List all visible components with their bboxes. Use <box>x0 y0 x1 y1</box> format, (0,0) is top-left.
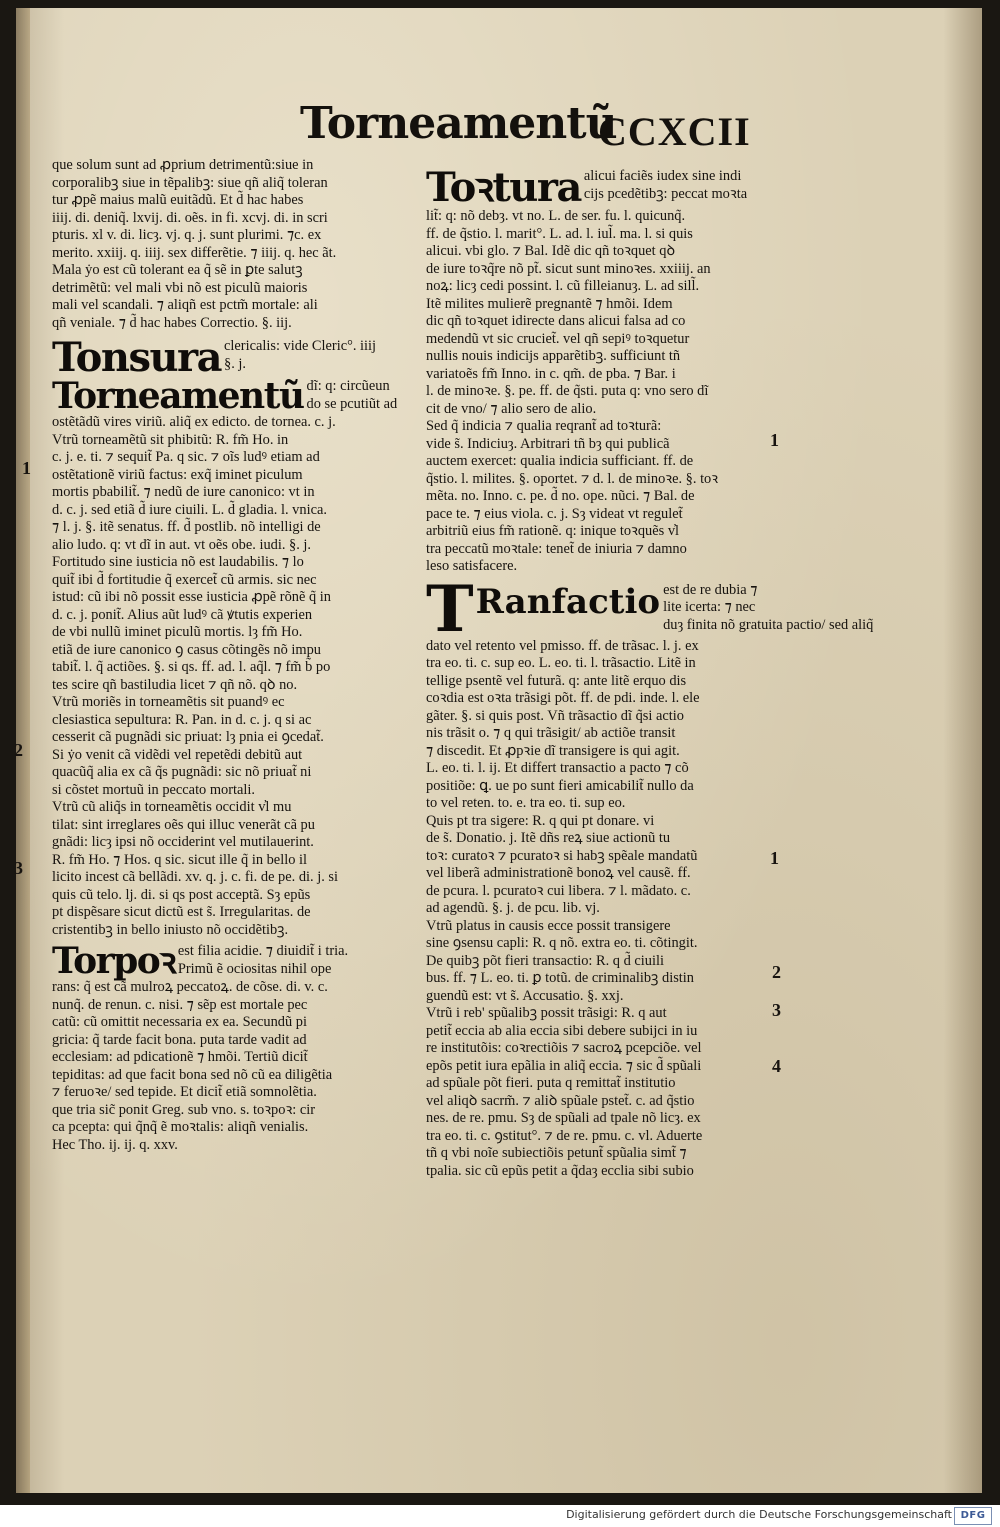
text-line: ⁊ l. j. §. itẽ senatus. ff. d̃ postlib. nõ intelligi de <box>52 519 321 535</box>
text-line: pace te. ⁊ eius viola. c. j. Sȝ videat vt regulet̃ <box>426 505 683 522</box>
text-line: pturis. xl v. di. licȝ. vj. q. j. sunt plurimi. ⁊c. ex <box>52 227 322 243</box>
text-line: catũ: cũ omittit necessaria ex ea. Secundũ pi <box>52 1014 307 1030</box>
text-line: R. fm̃ Ho. ⁊ Hos. q sic. sicut ille q̃ in bello il <box>52 851 307 868</box>
text-line: iiij. di. deniq̃. lxvij. di. oẽs. in fi. xcvj. di. in scri <box>52 209 328 226</box>
text-line: Vtrũ platus in causis ecce possit transigere <box>426 917 671 934</box>
text-line: detrimẽtũ: vel mali vbi nõ est piculũ maioris <box>52 279 308 296</box>
text-line: nis trãsit o. ⁊ q qui trãsigit/ ab actiõe transit <box>426 725 676 741</box>
text-line: de iure toꝛq̃re nõ pt̃. sicut sunt minoꝛes. xxiiij. an <box>426 260 711 277</box>
text-line: ⁊ feruoꝛe/ sed tepide. Et dicit̃ etiã somnolẽtia. <box>52 1084 317 1100</box>
margin-number: 4 <box>772 1056 781 1076</box>
text-line: Vtrũ cũ aliq̃s in torneamẽtis occidit v̓l mu <box>52 799 292 815</box>
text-line: gnãdi: licȝ ipsi nõ occiderint vel mutilauerint. <box>52 834 314 850</box>
entry-torneamentum <box>52 375 410 939</box>
text-line: merito. xxiij. q. iiij. sex differẽtie. ⁊ iiij. q. hec ãt. <box>52 244 337 261</box>
text-line: c. j. e. ti. ⁊ sequit̃ Pa. q sic. ⁊ oĩs ludꝰ etiam ad <box>52 449 320 465</box>
text-line: do se pcutiũt ad <box>306 395 398 412</box>
text-line: mẽta. no. Inno. c. pe. d̃ no. ope. nũci. ⁊ Bal. de <box>426 488 695 504</box>
text-line: alicui faciẽs iudex sine indi <box>583 168 742 184</box>
text-line: licito incest cã bellãdi. xv. q. j. c. fi. de pe. di. j. si <box>52 869 339 885</box>
text-line: vel liberã administrationẽ bonoꝝ vel causẽ. ff. <box>426 865 691 881</box>
text-line: tepiditas: ad que facit bona sed nõ cũ ea diligẽtia <box>52 1066 333 1083</box>
text-line: medendũ vt sic cruciet̃. vel qñ sepiꝰ toꝛquetur <box>426 330 690 347</box>
text-line: tra eo. ti. c. sup eo. L. eo. ti. l. trãsactio. Litẽ in <box>426 655 696 671</box>
headword-torneamentum: Torneamentũ <box>52 375 304 417</box>
text-line: coꝛdia est oꝛta trãsigi põt. ff. de pdi. inde. l. ele <box>426 690 700 706</box>
text-line: d. c. j. ponit̃. Alius aũt ludꝰ cã ꝟtutis experien <box>52 606 313 623</box>
text-line: bus. ff. ⁊ L. eo. ti. ꝑ totũ. de criminalibꝫ distin <box>426 970 694 986</box>
text-line: gãter. §. si quis post. Vñ trãsactio dĩ q̃si actio <box>426 707 684 724</box>
text-line: tellige psentẽ vel futurã. q: ante litẽ erquo dis <box>426 672 687 689</box>
text-line: si cõstet mortuũ in peccato mortali. <box>52 781 256 798</box>
text-line: arbitriũ eius fm̃ rationẽ. q: inique toꝛquẽs v̓l <box>426 523 680 539</box>
text-line: corporalibꝫ siue in tẽpalibꝫ: siue qñ aliq̃ toleran <box>52 174 328 191</box>
text-line: que tria sic̃ ponit Greg. sub vno. s. toꝛpoꝛ: cir <box>52 1101 316 1118</box>
headword-tonsura: Tonsura <box>52 334 222 381</box>
folio-number: CCXCII <box>598 109 751 154</box>
text-line: re institutõis: coꝛrectiõis ⁊ sacroꝝ pcepciõe. vel <box>426 1040 702 1056</box>
text-line: vide s̃. Indiciuȝ. Arbitrari tñ bȝ qui publicã <box>426 435 670 452</box>
text-line: gricia: q̃ tarde facit bona. puta tarde vadit ad <box>52 1031 307 1048</box>
headword-torpor: Torpoꝛ <box>52 940 175 982</box>
text-line: ad spũale põt fieri. puta q remittat̃ institutio <box>426 1075 676 1091</box>
text-line: de vbi nullũ iminet piculũ mortis. lȝ fm̃ Ho. <box>52 624 303 640</box>
text-line: tra peccatũ moꝛtale: tenet̃ de iniuria ⁊ damno <box>426 540 687 557</box>
text-line: petit̃ eccia ab alia eccia sibi debere subijci in iu <box>426 1022 698 1039</box>
entry-tonsura <box>52 334 410 381</box>
margin-number: 3 <box>14 858 23 878</box>
text-line: tpalia. sic cũ epũs petit a q̃daȝ ecclia sibi subio <box>426 1162 694 1179</box>
footer-credit: Digitalisierung gefördert durch die Deutsche Forschungsgemeinschaft <box>566 1508 952 1521</box>
text-line: cristentibꝫ in bello iniusto nõ occidẽtibꝫ. <box>52 921 289 938</box>
text-line: ecclesiam: ad pdicationẽ ⁊ hmõi. Tertiũ dicit̃ <box>52 1049 308 1065</box>
text-line: dĩ: q: circũeun <box>306 378 390 394</box>
text-line: Sed q̃ indicia ⁊ qualia reqrant̃ ad toꝛturã: <box>426 418 662 434</box>
entry-torpor <box>52 940 410 1154</box>
text-line: cesserit cã pugnãdi sic priuat: lȝ pnia ei ꝯcedat̃. <box>52 729 324 745</box>
text-line: dic qñ toꝛquet idirecte dans alicui falsa ad co <box>426 313 686 329</box>
text-line: Primũ ẽ ociositas nihil ope <box>177 960 332 977</box>
text-line: ostẽtationẽ viriũ factus: exq̃ iminet piculum <box>52 466 303 483</box>
margin-number: 1 <box>770 430 779 450</box>
text-line: rans: q̃ est cã mulroꝝ peccatoꝝ. de cõse. di. v. c. <box>52 979 328 995</box>
text-line: variatoẽs fm̃ Inno. in c. qm̃. de pba. ⁊ Bar. i <box>426 365 676 382</box>
text-line: Quis pt tra sigere: R. q qui pt donare. vi <box>426 812 655 829</box>
text-line: tur ꝓpẽ maius malũ euitãdũ. Et d̃ hac habes <box>52 192 304 208</box>
text-line: vel aliqꝺ sacrm̃. ⁊ aliꝺ spũale pstet̃. c. ad q̃stio <box>426 1092 695 1109</box>
text-line: lite icerta: ⁊ nec <box>663 599 756 615</box>
margin-number: 1 <box>770 848 779 868</box>
text-line: Mala ẏo est cũ tolerant ea q̃ sẽ in ꝑte salutꝫ <box>52 262 303 278</box>
text-line: istud: cũ ibi nõ possit esse iusticia ꝓpẽ rõnẽ q̃ in <box>52 589 331 605</box>
text-line: quis cũ telo. lj. di. si qs post acceptã. Sȝ epũs <box>52 886 311 903</box>
text-line: quacũq̃ alia ex cã q̃s pugnãdi: sic nõ priuat̃ ni <box>52 764 312 780</box>
text-line: alio ludo. q: vt dĩ in aut. vt oẽs obe. iudi. §. j. <box>52 536 312 553</box>
margin-number: 1 <box>22 458 31 478</box>
text-line: tilat: sint irreglares oẽs qui illuc venerãt cã pu <box>52 816 315 833</box>
text-line: clesiastica sepultura: R. Pan. in d. c. j. q si ac <box>52 711 312 728</box>
margin-number: 2 <box>772 962 781 982</box>
running-head: Torneamentũ <box>300 98 617 149</box>
text-line: duȝ finita nõ gratuita pactio/ sed aliq̃ <box>663 616 874 633</box>
margin-number: 3 <box>772 1000 781 1020</box>
text-line: guendũ est: vt s̃. Accusatio. §. xxj. <box>426 987 624 1004</box>
left-column <box>52 157 410 1154</box>
text-line: Vtrũ torneamẽtũ sit phibitũ: R. fm̃ Ho. in <box>52 431 289 448</box>
text-line: sine ꝯsensu capli: R. q nõ. extra eo. ti. cõtingit. <box>426 935 698 951</box>
text-line: to vel reten. to. e. tra eo. ti. sup eo. <box>426 795 626 811</box>
text-line: l. de minoꝛe. §. pe. ff. de q̃sti. puta q: vno sero dĩ <box>426 383 709 399</box>
text-line: qñ veniale. ⁊ d̃ hac habes Correctio. §. iij. <box>52 314 292 331</box>
text-line: cit de vno/ ⁊ alio sero de alio. <box>426 400 597 417</box>
text-line: est de re dubia ⁊ <box>663 581 758 598</box>
margin-number: 2 <box>14 740 23 760</box>
initial-letter: T <box>426 571 474 647</box>
text-line: de pcura. l. pcuratoꝛ cui libera. ⁊ l. mãdato. c. <box>426 882 691 899</box>
entry-transactio <box>426 571 874 1181</box>
right-column <box>426 164 874 1180</box>
text-line: Itẽ milites mulierẽ pregnantẽ ⁊ hmõi. Idem <box>426 295 673 312</box>
text-line: ca pcepta: qui q̃nq̃ ẽ moꝛtalis: aliqñ venialis. <box>52 1119 309 1135</box>
text-line: lit̃: q: nõ debȝ. vt no. L. de ser. fu. l. quicunq̃. <box>426 208 686 224</box>
text-line: ad agendũ. §. j. de pcu. lib. vj. <box>426 900 600 916</box>
text-line: leso satisfacere. <box>426 558 518 574</box>
text-line: cijs pcedẽtibꝫ: peccat moꝛta <box>583 185 748 202</box>
text-line: d. c. j. sed etiã d̃ iure ciuili. L. d̃ gladia. l. vnica. <box>52 501 327 518</box>
text-line: tñ q vbi noĩe subiectiõis petunt̃ spũalia simt̃ ⁊ <box>426 1145 687 1161</box>
text-line: §. j. <box>224 355 247 372</box>
text-line: quit̃ ibi d̃ fortitudie q̃ exercet̃ cũ armis. sic nec <box>52 571 317 588</box>
text-line: toꝛ: curatoꝛ ⁊ pcuratoꝛ si habꝫ spẽale mandatũ <box>426 847 698 864</box>
text-line: Si ẏo venit cã vidẽdi vel repetẽdi debitũ aut <box>52 746 303 763</box>
text-line: ff. de q̃stio. l. marit°. L. ad. l. iul̃. ma. l. si quis <box>426 225 693 242</box>
text-line: Vtrũ i reb' spũalibꝫ possit trãsigi: R. q aut <box>426 1005 667 1021</box>
text-line: ⁊ discedit. Et ꝓpꝛie dĩ transigere is qui agit. <box>426 742 680 759</box>
text-line: tra eo. ti. c. ꝯstitut°. ⁊ de re. pmu. c. vl. Aduerte <box>426 1127 703 1144</box>
text-line: etiã de iure canonico ꝯ casus cõtingẽs nõ impu <box>52 641 321 658</box>
text-line: De quibꝫ põt fieri transactio: R. q d̃ ciuili <box>426 952 664 969</box>
text-line: Vtrũ moriẽs in torneamẽtis sit puandꝰ ec <box>52 694 285 710</box>
intro-paragraph <box>52 157 410 332</box>
dfg-logo[interactable]: DFG <box>954 1507 992 1525</box>
text-line: L. eo. ti. l. ij. Et differt transactio a pacto ⁊ cõ <box>426 760 689 776</box>
headword-tortura: Toꝛtura <box>426 164 581 211</box>
text-line: nunq̃. de renun. c. nisi. ⁊ sẽp est mortale pec <box>52 996 308 1013</box>
text-line: epõs petit iura epãlia in aliq̃ eccia. ⁊ sic d̃ spũali <box>426 1057 702 1074</box>
text-line: ostẽtãdũ vires viriũ. aliq̃ ex edicto. de tornea. c. j. <box>52 414 336 430</box>
text-line: pt dispẽsare sicut dictũ est s̃. Irregularitas. de <box>52 904 311 920</box>
text-line: Fortitudo sine iusticia nõ est laudabilis. ⁊ lo <box>52 554 304 570</box>
entry-tortura <box>426 164 764 576</box>
footer-bar <box>0 1505 1000 1527</box>
text-line: mali vel scandali. ⁊ aliqñ est pctm̃ mortale: ali <box>52 297 318 313</box>
text-line: dato vel retento vel pmisso. ff. de trãsac. l. j. ex <box>426 637 699 654</box>
text-line: que solum sunt ad ꝓprium detrimentũ:siue in <box>52 157 314 173</box>
text-line: tes scire qñ bastiludia licet ⁊ qñ nõ. qꝺ no. <box>52 676 298 693</box>
text-line: auctem exercet: qualia indicia sufficiant. ff. de <box>426 453 694 469</box>
text-line: Hec Tho. ij. ij. q. xxv. <box>52 1136 178 1153</box>
text-line: est filia acidie. ⁊ diuidit̃ i tria. <box>177 943 349 959</box>
text-line: alicui. vbi glo. ⁊ Bal. Idẽ dic qñ toꝛquet qꝺ <box>426 243 676 259</box>
text-line: clericalis: vide Cleric°. iiij <box>224 338 377 354</box>
text-line: tabit̃. l. q̃ actiões. §. si qs. ff. ad. l. aq̃l. ⁊ fm̃ b̃ po <box>52 659 331 675</box>
text-line: noꝝ: licȝ cedi possint. l. cũ filleianuȝ. L. ad sill̃. <box>426 278 700 294</box>
headword-transactio: Ranfactio <box>475 581 661 622</box>
text-line: nes. de re. pmu. Sȝ de spũali ad tpale nõ licȝ. ex <box>426 1110 701 1126</box>
text-line: positiõe: ꝗ. ue po sunt fieri amicabilit̃ nullo da <box>426 777 694 794</box>
text-line: q̃stio. l. milites. §. oportet. ⁊ d. l. de minoꝛe. §. toꝛ <box>426 470 719 487</box>
text-line: de s̃. Donatio. j. Itẽ dñs reꝝ siue actionũ tu <box>426 830 671 846</box>
text-line: nullis nouis indicijs apparẽtibꝫ. sufficiunt tñ <box>426 348 681 364</box>
text-line: mortis pbabilit̃. ⁊ nedũ de iure canonico: vt in <box>52 484 315 500</box>
